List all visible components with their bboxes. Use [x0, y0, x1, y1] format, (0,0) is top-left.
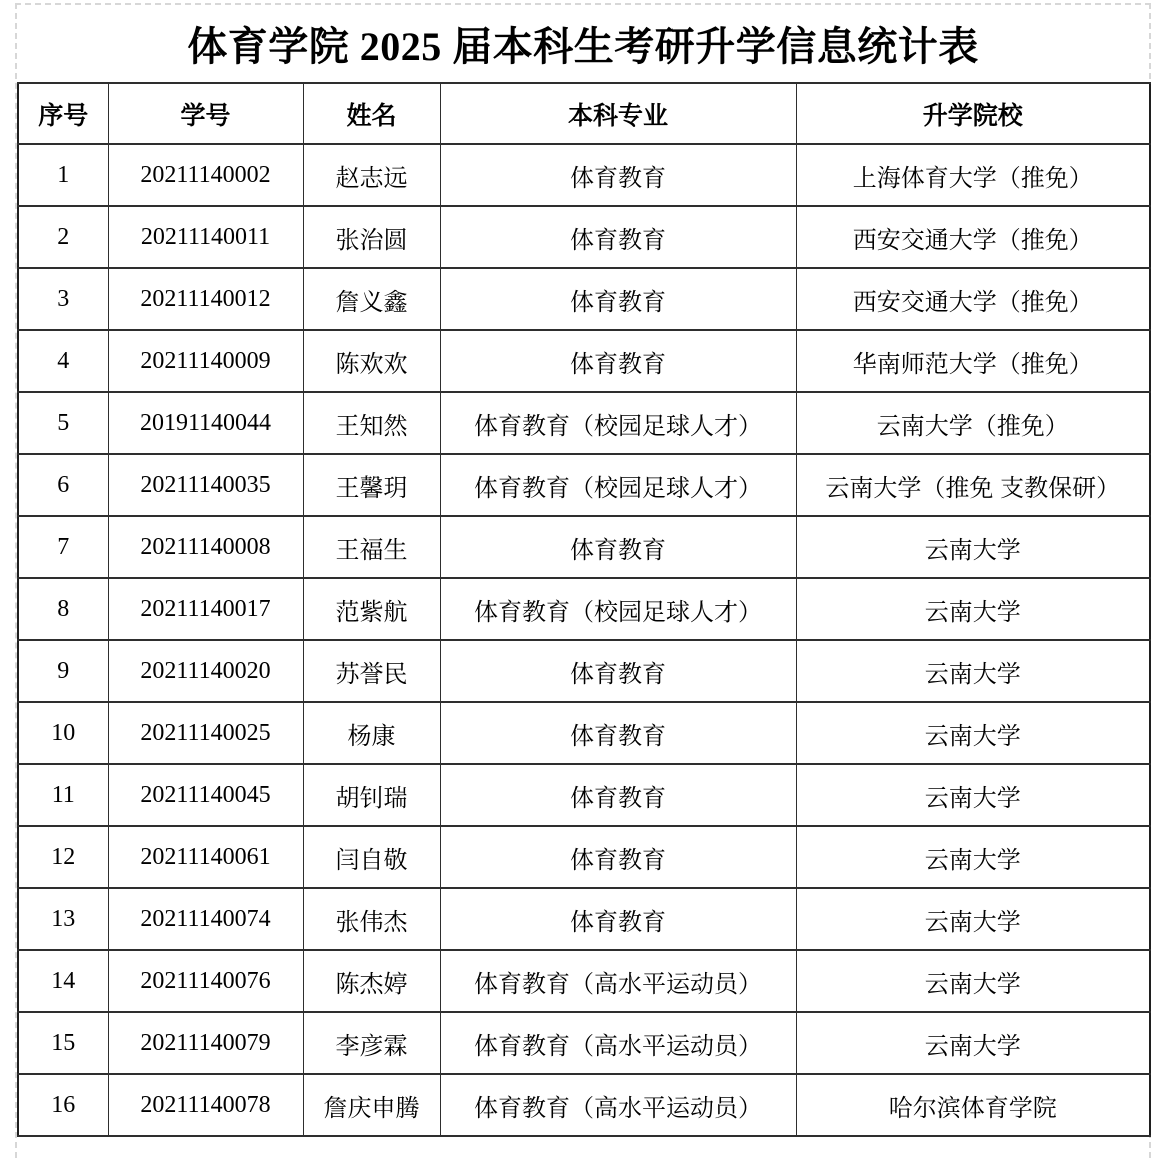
cell-student-id: 20211140035 — [108, 454, 303, 516]
cell-student-id: 20211140061 — [108, 826, 303, 888]
table-row — [18, 454, 1150, 516]
table-row — [18, 206, 1150, 268]
cell-student-id: 20211140002 — [108, 144, 303, 206]
cell-school: 云南大学 — [796, 578, 1150, 640]
col-header-name: 姓名 — [303, 83, 440, 144]
cell-student-id: 20211140074 — [108, 888, 303, 950]
cell-name: 陈杰婷 — [303, 950, 440, 1012]
cell-major: 体育教育 — [440, 826, 796, 888]
cell-school: 云南大学（推免） — [796, 392, 1150, 454]
cell-major: 体育教育（高水平运动员） — [440, 1012, 796, 1074]
cell-name: 王知然 — [303, 392, 440, 454]
cell-major: 体育教育（高水平运动员） — [440, 1074, 796, 1136]
cell-index: 11 — [18, 764, 108, 826]
cell-index: 3 — [18, 268, 108, 330]
cell-name: 赵志远 — [303, 144, 440, 206]
cell-school: 华南师范大学（推免） — [796, 330, 1150, 392]
table-row — [18, 1012, 1150, 1074]
cell-name: 詹庆申腾 — [303, 1074, 440, 1136]
cell-major: 体育教育（校园足球人才） — [440, 392, 796, 454]
cell-index: 13 — [18, 888, 108, 950]
table-row — [18, 826, 1150, 888]
col-header-index: 序号 — [18, 83, 108, 144]
cell-name: 陈欢欢 — [303, 330, 440, 392]
table-row — [18, 640, 1150, 702]
cell-index: 1 — [18, 144, 108, 206]
cell-major: 体育教育（校园足球人才） — [440, 454, 796, 516]
cell-index: 7 — [18, 516, 108, 578]
cell-student-id: 20211140012 — [108, 268, 303, 330]
cell-index: 2 — [18, 206, 108, 268]
cell-student-id: 20211140020 — [108, 640, 303, 702]
cell-name: 李彦霖 — [303, 1012, 440, 1074]
cell-name: 苏誉民 — [303, 640, 440, 702]
cell-index: 12 — [18, 826, 108, 888]
cell-name: 张治圆 — [303, 206, 440, 268]
cell-index: 9 — [18, 640, 108, 702]
cell-school: 云南大学（推免 支教保研） — [796, 454, 1150, 516]
cell-index: 15 — [18, 1012, 108, 1074]
table-row — [18, 144, 1150, 206]
cell-student-id: 20211140017 — [108, 578, 303, 640]
cell-major: 体育教育 — [440, 516, 796, 578]
cell-name: 闫自敬 — [303, 826, 440, 888]
cell-major: 体育教育 — [440, 702, 796, 764]
cell-school: 西安交通大学（推免） — [796, 206, 1150, 268]
table-row — [18, 888, 1150, 950]
cell-major: 体育教育 — [440, 640, 796, 702]
cell-index: 4 — [18, 330, 108, 392]
cell-index: 8 — [18, 578, 108, 640]
cell-student-id: 20211140025 — [108, 702, 303, 764]
table-row — [18, 392, 1150, 454]
cell-index: 6 — [18, 454, 108, 516]
cell-student-id: 20211140078 — [108, 1074, 303, 1136]
cell-school: 哈尔滨体育学院 — [796, 1074, 1150, 1136]
cell-major: 体育教育 — [440, 144, 796, 206]
table-row — [18, 950, 1150, 1012]
header-row — [18, 83, 1150, 144]
cell-school: 云南大学 — [796, 1012, 1150, 1074]
cell-student-id: 20211140009 — [108, 330, 303, 392]
cell-student-id: 20211140079 — [108, 1012, 303, 1074]
cell-name: 杨康 — [303, 702, 440, 764]
cell-major: 体育教育 — [440, 888, 796, 950]
page-title: 体育学院 2025 届本科生考研升学信息统计表 — [187, 24, 979, 69]
cell-school: 云南大学 — [796, 826, 1150, 888]
col-header-school: 升学院校 — [796, 83, 1150, 144]
cell-index: 5 — [18, 392, 108, 454]
cell-name: 胡钊瑞 — [303, 764, 440, 826]
cell-school: 上海体育大学（推免） — [796, 144, 1150, 206]
cell-name: 王福生 — [303, 516, 440, 578]
cell-school: 云南大学 — [796, 640, 1150, 702]
cell-major: 体育教育 — [440, 764, 796, 826]
cell-name: 范紫航 — [303, 578, 440, 640]
table-row — [18, 516, 1150, 578]
admissions-table — [17, 82, 1151, 1137]
table-row — [18, 1074, 1150, 1136]
table-row — [18, 764, 1150, 826]
cell-school: 云南大学 — [796, 888, 1150, 950]
table-row — [18, 578, 1150, 640]
cell-name: 张伟杰 — [303, 888, 440, 950]
cell-student-id: 20211140045 — [108, 764, 303, 826]
cell-school: 云南大学 — [796, 702, 1150, 764]
cell-major: 体育教育 — [440, 206, 796, 268]
table-row — [18, 702, 1150, 764]
cell-student-id: 20191140044 — [108, 392, 303, 454]
cell-major: 体育教育（校园足球人才） — [440, 578, 796, 640]
cell-index: 16 — [18, 1074, 108, 1136]
cell-student-id: 20211140076 — [108, 950, 303, 1012]
cell-school: 西安交通大学（推免） — [796, 268, 1150, 330]
col-header-student-id: 学号 — [108, 83, 303, 144]
cell-index: 14 — [18, 950, 108, 1012]
cell-school: 云南大学 — [796, 516, 1150, 578]
cell-index: 10 — [18, 702, 108, 764]
cell-school: 云南大学 — [796, 950, 1150, 1012]
table-row — [18, 268, 1150, 330]
cell-major: 体育教育 — [440, 330, 796, 392]
cell-major: 体育教育（高水平运动员） — [440, 950, 796, 1012]
cell-major: 体育教育 — [440, 268, 796, 330]
cell-student-id: 20211140011 — [108, 206, 303, 268]
table-row — [18, 330, 1150, 392]
document-page — [15, 3, 1151, 1158]
cell-school: 云南大学 — [796, 764, 1150, 826]
col-header-major: 本科专业 — [440, 83, 796, 144]
cell-name: 王馨玥 — [303, 454, 440, 516]
cell-student-id: 20211140008 — [108, 516, 303, 578]
cell-name: 詹义鑫 — [303, 268, 440, 330]
